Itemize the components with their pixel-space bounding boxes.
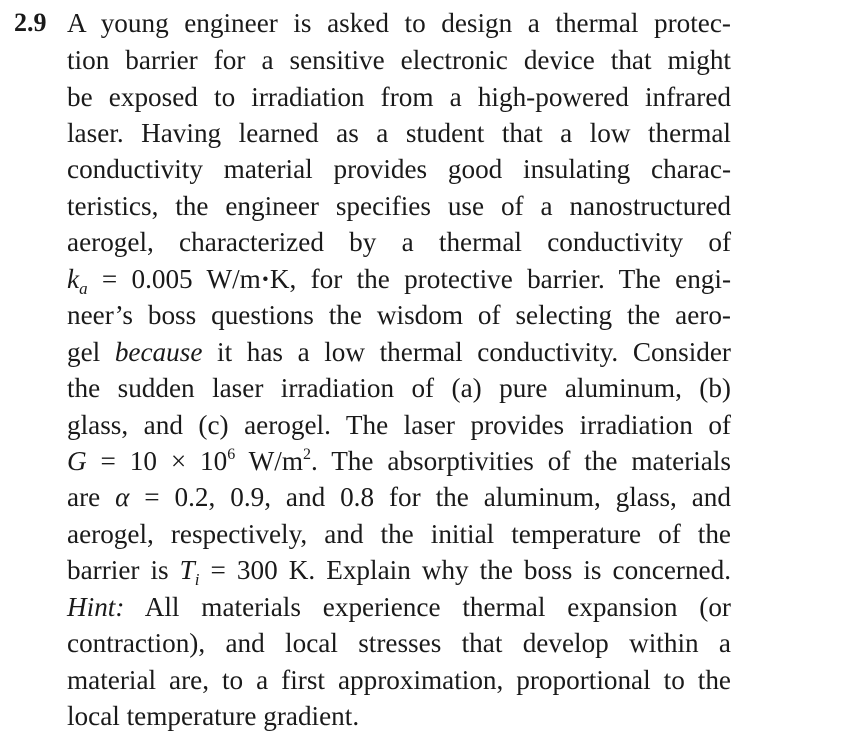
emphasis-because: because xyxy=(114,337,203,367)
text-line-5: conductivity material provides good insulating charac- xyxy=(67,154,731,184)
text-line-1: A young engineer is asked to design a thermal protec- xyxy=(67,8,731,38)
text-line-15: aerogel, respectively, and the initial temperature of the xyxy=(67,519,731,549)
k-subscript: a xyxy=(79,279,88,298)
multiply-dot: · xyxy=(260,264,270,294)
text-line-19: material are, to a first approximation, proportional to the xyxy=(67,665,731,695)
text-line-20: local temperature gradient. xyxy=(67,701,360,731)
text-line-18: contraction), and local stresses that develop within a xyxy=(67,628,731,658)
text-line-3: be exposed to irradiation from a high-powered infrared xyxy=(67,82,731,112)
text-line-13: $G = 10 \times 10^6$ $W/m^2$. The absorptivities of the materials xyxy=(67,446,731,476)
hint-label: Hint: xyxy=(67,592,125,622)
text-line-9: neer’s boss questions the wisdom of selecting the aero- xyxy=(67,300,731,330)
text-line-16: barrier is $T_i = 300$ K. Explain why the boss is concerned. xyxy=(67,555,731,589)
text-line-10: gel because it has a low thermal conductivity. Consider xyxy=(67,337,731,367)
text-line-4: laser. Having learned as a student that a low thermal xyxy=(67,118,731,148)
text-line-12: glass, and (c) aerogel. The laser provides irradiation of xyxy=(67,410,731,440)
t-symbol: T xyxy=(179,555,195,585)
g-symbol: G xyxy=(67,446,87,476)
exponent-2: 2 xyxy=(303,446,311,463)
text-line-14: are α = 0.2, 0.9, and 0.8 for the aluminum, glass, and xyxy=(67,482,731,512)
text-line-7: aerogel, characterized by a thermal conductivity of xyxy=(67,227,731,257)
text-line-2: tion barrier for a sensitive electronic device that might xyxy=(67,45,731,75)
alpha-symbol: α xyxy=(115,482,130,512)
text-line-8: $k_a = 0.005$ W/m·K, for the protective barrier. The engi- xyxy=(67,264,732,298)
t-subscript: i xyxy=(194,570,200,589)
text-line-11: the sudden laser irradiation of (a) pure aluminum, (b) xyxy=(67,373,731,403)
text-line-6: teristics, the engineer specifies use of a nanostructured xyxy=(67,191,731,221)
exponent-6: 6 xyxy=(227,446,236,463)
problem-number: 2.9 xyxy=(14,8,47,37)
k-symbol: k xyxy=(67,264,80,294)
text-line-17: Hint: All materials experience thermal expansion (or xyxy=(67,592,731,622)
